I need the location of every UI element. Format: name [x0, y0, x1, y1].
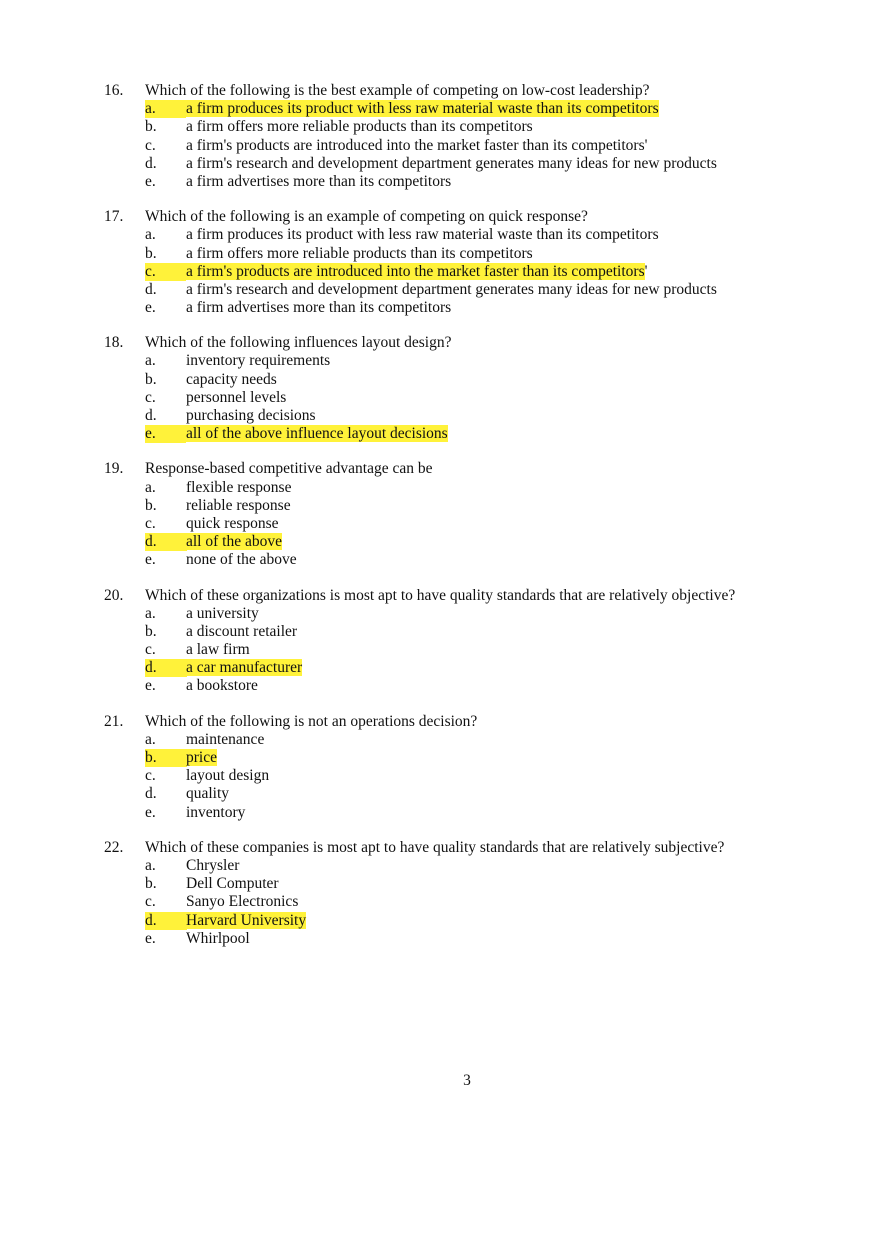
option-text: a firm produces its product with less raw material waste than its competitors: [186, 226, 659, 244]
answer-option: [104, 659, 804, 677]
answer-option: [104, 479, 804, 497]
option-letter: e.: [145, 172, 156, 190]
option-text: none of the above: [186, 551, 297, 569]
answer-option: [104, 623, 804, 641]
option-text: Chrysler: [186, 856, 240, 874]
answer-option: [104, 641, 804, 659]
option-text: flexible response: [186, 478, 292, 496]
option-letter: c.: [145, 767, 156, 785]
option-text-wrap: [186, 804, 245, 822]
option-text-wrap: [186, 551, 297, 569]
question-number: 18.: [104, 334, 124, 352]
option-text: a firm's products are introduced into the market faster than its competitors: [186, 262, 645, 280]
option-letter: d.: [145, 659, 187, 677]
option-text-wrap: [186, 371, 277, 389]
option-text: a law firm: [186, 641, 250, 659]
question-number: 21.: [104, 712, 124, 730]
option-text: inventory: [186, 803, 246, 821]
option-letter: e.: [145, 425, 186, 443]
option-text-wrap: [186, 767, 269, 785]
answer-option: [104, 875, 804, 893]
option-text-wrap: [186, 497, 291, 515]
option-text-wrap: [186, 875, 279, 893]
option-text: a discount retailer: [186, 622, 298, 640]
option-text: quick response: [186, 514, 279, 532]
question-stem: [104, 334, 804, 352]
option-text-wrap: [186, 155, 717, 173]
answer-option: [104, 425, 804, 443]
answer-option: [104, 767, 804, 785]
option-text: inventory requirements: [186, 352, 331, 370]
option-letter: e.: [145, 299, 156, 317]
option-text-wrap: [186, 893, 298, 911]
option-text-wrap: [186, 389, 286, 407]
answer-option: [104, 930, 804, 948]
option-text-wrap: [186, 479, 291, 497]
option-letter: a.: [145, 352, 156, 370]
question-16: [104, 82, 804, 191]
option-text-tail: ': [644, 262, 648, 280]
option-letter: d.: [145, 912, 187, 930]
option-text-wrap: [186, 623, 297, 641]
option-text: capacity needs: [186, 370, 277, 388]
question-stem: [104, 839, 804, 857]
option-letter: b.: [145, 244, 157, 262]
option-text: a firm's research and development department generates many ideas for new products: [186, 280, 717, 298]
answer-option: [104, 731, 804, 749]
option-letter: d.: [145, 280, 157, 298]
answer-option: [104, 497, 804, 515]
option-letter: a.: [145, 478, 156, 496]
question-17: [104, 208, 804, 317]
answer-option: [104, 912, 804, 930]
option-text-wrap: [186, 352, 330, 370]
option-text: Harvard University: [186, 911, 307, 929]
option-letter: a.: [145, 856, 156, 874]
option-text-wrap: [186, 930, 250, 948]
option-text-wrap: [186, 677, 258, 695]
answer-option: [104, 749, 804, 767]
option-letter: c.: [145, 263, 186, 281]
question-stem: [104, 587, 804, 605]
option-text: maintenance: [186, 730, 265, 748]
option-text-wrap: [186, 118, 533, 136]
option-letter: b.: [145, 749, 187, 767]
option-text: a firm's research and development department generates many ideas for new products: [186, 154, 717, 172]
answer-option: [104, 857, 804, 875]
option-text: reliable response: [186, 496, 291, 514]
option-letter: b.: [145, 118, 157, 136]
question-21: [104, 713, 804, 822]
option-letter: a.: [145, 226, 156, 244]
answer-option: [104, 389, 804, 407]
option-text: a firm offers more reliable products than its competitors: [186, 118, 533, 136]
option-text-wrap: [186, 605, 259, 623]
option-text-wrap: [186, 281, 717, 299]
option-text: all of the above: [186, 533, 282, 551]
option-letter: c.: [145, 641, 156, 659]
option-text-wrap: [186, 515, 279, 533]
option-text: a firm produces its product with less raw material waste than its competitors: [186, 100, 659, 118]
question-22: [104, 839, 804, 948]
answer-option: [104, 785, 804, 803]
question-text: Response-based competitive advantage can be: [145, 460, 433, 478]
option-text: price: [186, 749, 217, 766]
option-text-wrap: [186, 226, 659, 244]
option-text-wrap: [186, 100, 659, 118]
answer-option: [104, 100, 804, 118]
question-stem: [104, 208, 804, 226]
option-letter: c.: [145, 514, 156, 532]
answer-option: [104, 226, 804, 244]
answer-option: [104, 551, 804, 569]
question-stem: [104, 460, 804, 478]
option-text: a firm advertises more than its competitors: [186, 172, 452, 190]
answer-option: [104, 893, 804, 911]
answer-option: [104, 804, 804, 822]
question-number: 20.: [104, 586, 124, 604]
answer-option: [104, 677, 804, 695]
option-letter: a.: [145, 100, 186, 118]
option-text: purchasing decisions: [186, 407, 316, 424]
option-text: a firm offers more reliable products than its competitors: [186, 244, 533, 262]
question-text: Which of the following influences layout design?: [145, 334, 452, 352]
option-letter: d.: [145, 154, 157, 172]
option-text-wrap: [186, 137, 647, 155]
option-letter: a.: [145, 730, 156, 748]
answer-option: [104, 371, 804, 389]
option-text: quality: [186, 785, 230, 803]
question-stem: [104, 82, 804, 100]
option-text: a firm advertises more than its competitors: [186, 299, 452, 317]
question-number: 16.: [104, 82, 124, 99]
answer-option: [104, 605, 804, 623]
option-text: all of the above influence layout decisions: [186, 425, 448, 443]
question-20: [104, 587, 804, 696]
answer-option: [104, 173, 804, 191]
option-letter: d.: [145, 785, 157, 803]
option-letter: b.: [145, 622, 157, 640]
option-letter: c.: [145, 136, 156, 154]
question-stem: [104, 713, 804, 731]
answer-option: [104, 533, 804, 551]
option-text-wrap: [186, 425, 448, 443]
question-18: [104, 334, 804, 443]
option-letter: c.: [145, 388, 156, 406]
answer-option: [104, 245, 804, 263]
option-text-wrap: [186, 263, 647, 281]
option-text: layout design: [186, 767, 270, 785]
answer-option: [104, 352, 804, 370]
option-text-wrap: [186, 533, 282, 551]
option-text-wrap: [186, 912, 306, 930]
answer-option: [104, 281, 804, 299]
answer-option: [104, 263, 804, 281]
question-text: Which of the following is an example of competing on quick response?: [145, 208, 588, 226]
answer-option: [104, 118, 804, 136]
option-text: a car manufacturer: [186, 659, 303, 677]
option-letter: d.: [145, 533, 187, 551]
question-text: Which of these organizations is most apt to have quality standards that are relatively objective?: [145, 586, 736, 604]
option-text-wrap: [186, 407, 316, 425]
option-letter: b.: [145, 875, 157, 893]
option-text-wrap: [186, 299, 451, 317]
option-letter: b.: [145, 370, 157, 388]
option-text-wrap: [186, 245, 533, 263]
option-text-wrap: [186, 659, 302, 677]
option-letter: e.: [145, 803, 156, 821]
option-text: a university: [186, 604, 259, 622]
question-list: [104, 82, 804, 965]
question-19: [104, 460, 804, 569]
option-text: Whirlpool: [186, 929, 250, 947]
answer-option: [104, 155, 804, 173]
option-text-wrap: [186, 785, 229, 803]
question-number: 19.: [104, 460, 124, 478]
question-number: 22.: [104, 838, 124, 856]
option-letter: a.: [145, 604, 156, 622]
answer-option: [104, 299, 804, 317]
answer-option: [104, 137, 804, 155]
option-text: Dell Computer: [186, 875, 279, 893]
page-number: 3: [463, 1072, 471, 1089]
option-text-wrap: [186, 857, 239, 875]
answer-option: [104, 515, 804, 533]
question-text: Which of the following is not an operations decision?: [145, 712, 478, 730]
question-number: 17.: [104, 208, 124, 226]
option-text-wrap: [186, 731, 264, 749]
option-letter: e.: [145, 677, 156, 695]
option-letter: e.: [145, 929, 156, 947]
option-letter: e.: [145, 551, 156, 569]
option-letter: d.: [145, 407, 157, 424]
option-text-wrap: [186, 173, 451, 191]
option-letter: c.: [145, 893, 156, 911]
option-text: Sanyo Electronics: [186, 893, 299, 911]
option-text-wrap: [186, 749, 217, 767]
question-text: Which of the following is the best example of competing on low-cost leadership?: [145, 82, 650, 99]
question-text: Which of these companies is most apt to have quality standards that are relatively subjective?: [145, 838, 725, 856]
option-text: a bookstore: [186, 677, 258, 695]
option-text: personnel levels: [186, 388, 287, 406]
answer-option: [104, 407, 804, 425]
option-text: a firm's products are introduced into the market faster than its competitors': [186, 136, 648, 154]
option-letter: b.: [145, 496, 157, 514]
option-text-wrap: [186, 641, 250, 659]
